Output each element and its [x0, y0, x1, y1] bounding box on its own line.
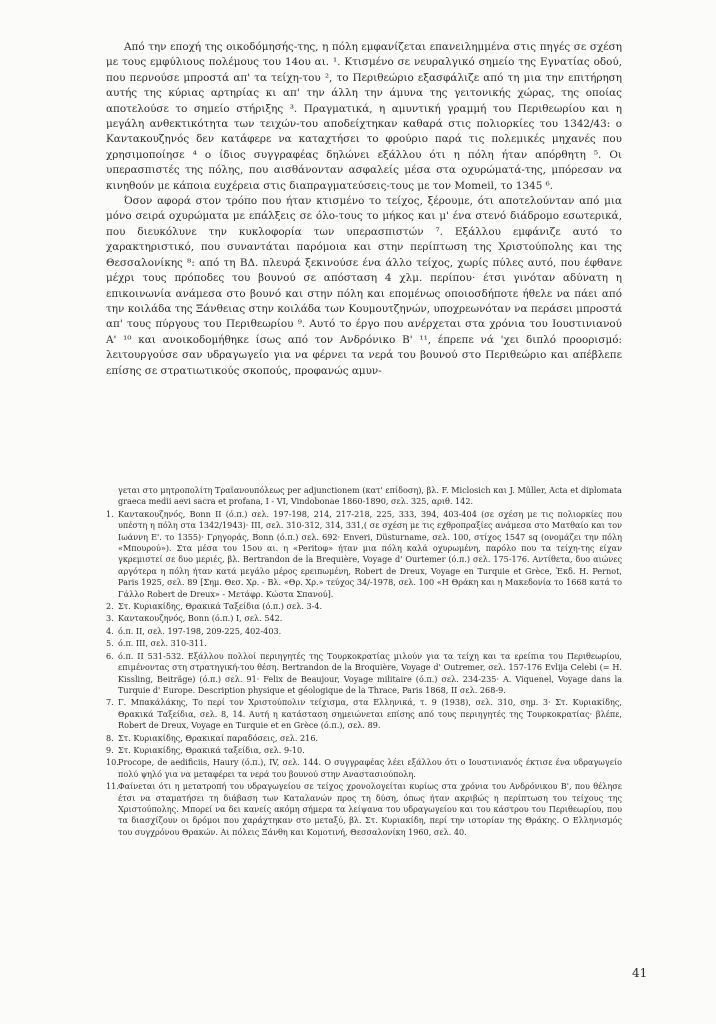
footnote: [106, 638, 622, 649]
footnote: [106, 757, 622, 780]
footnote-text: Στ. Κυριακίδης, Θρακικαί παραδόσεις, σελ. 216.: [118, 732, 319, 743]
paragraph-1: Από την εποχή της οικοδόμησής-της, η πόλη εμφανίζεται επανειλημμένα στις πηγές σε σχέση με τους εμφύλιους πολέμους του 14ου αι. ¹. Κτισμένο σε νευραλγικό σημείο της Εγνατίας οδού, που περνούσε μπροστά απ' τα τείχη-του ², το Περιθεώριο εξασφάλιζε από τη μια την επιτήρηση αυτής της κύριας αρτηρίας κι απ' την άλλη την άμυνα της γειτονικής χώρας, της οποίας αποτελούσε το σημείο στήριξης ³. Πραγματικά, η αμυντική γραμμή του Περιθεωρίου και η μεγάλη ανθεκτικότητα των τειχών-του αποδείχτηκαν καθαρά στις πολιορκίες του 1342/43: ο Καντακουζηνός δεν κατάφερε να καταχτήσει το φρούριο παρά τις πολεμικές μηχανές που χρησιμοποίησε ⁴ ο ίδιος συγγραφέας δηλώνει εξάλλου ότι η πόλη ήταν απόρθητη ⁵. Οι υπερασπιστές της πόλης, που αισθάνονταν ασφαλείς μέσα στα οχυρώματά-της, μπόρεσαν να κινηθούν με κάποια ευχέρεια στις διαπραγματεύσεις-τους με τον Momeil, το 1345 ⁶.: [106, 41, 622, 192]
footnote-text: Στ. Κυριακίδης, Θρακικά ταξείδια, σελ. 9-10.: [118, 744, 305, 755]
main-text: [106, 40, 622, 379]
footnote-text: Στ. Κυριακίδης, Θρακικά Ταξείδια (ό.π.) σελ. 3-4.: [118, 601, 323, 612]
paragraph-2: Όσον αφορά στον τρόπο που ήταν κτισμένο το τείχος, ξέρουμε, ότι αποτελούνταν από μια μόνο σειρά οχυρώματα με επάλξεις σε όλο-τους το μήκος και μ' ένα στενό διάδρομο εσωτερικά, που διευκόλυνε την κυκλοφορία των υπερασπιστών ⁷. Εξάλλου εμφάνιζε αυτό το χαρακτηριστικό, που συναντάται παρόμοια και στην περίπτωση της Χριστούπολης και της Θεσσαλονίκης ⁸: από τη ΒΔ. πλευρά ξεκινούσε ένα άλλο τείχος, χωρίς πύλες αυτό, που έφθανε μέχρι τους πρόποδες του βουνού σε απόσταση 4 χλμ. περίπου· έτσι γινόταν αδύνατη η επικοινωνία ανάμεσα στο βουνό και στην πόλη και επομένως οποιοσδήποτε ήθελε να πάει από την κοιλάδα της Ξάνθειας στην κοιλάδα των Κουμουτζηνών, υποχρεωνόταν να περάσει μπροστά απ' τους πύργους του Περιθεωρίου ⁹. Αυτό το έργο που ανέρχεται στα χρόνια του Ιουστινιανού Α' ¹⁰ και ανοικοδομήθηκε ίσως από τον Ανδρόνικο Β' ¹¹, έπρεπε νά 'χει διπλό προορισμό: λειτουργούσε σαν υδραγωγείο για να φέρνει τα νερά του βουνού στο Περιθεώριο και απέβλεπε επίσης σε στρατιωτικούς σκοπούς, προφανώς αμυν-: [106, 195, 622, 377]
footnote: [106, 781, 622, 838]
footnote: [106, 626, 622, 637]
footnote-number: 7.: [106, 697, 114, 708]
footnote-text: ό.π. III, σελ. 310-311.: [118, 638, 207, 649]
footnote-text: Procope, de aedificiis, Haury (ό.π.), IV, σελ. 144. Ο συγγραφέας λέει εξάλλου ότι ο Ιουστινιανός έκτισε ένα υδραγωγείο πολύ ψηλό για να μεταφέρει τα νερά του βουνού στην Αναστασιούπολη.: [118, 757, 622, 779]
footnote-text: ό.π. II, σελ. 197-198, 209-225, 402-403.: [118, 625, 282, 636]
footnote-number: 11.: [106, 781, 119, 792]
footnote-number: 8.: [106, 732, 114, 743]
footnote-number: 5.: [106, 638, 114, 649]
page-number: 41: [632, 966, 648, 980]
footnote-text: Καντακουζηνός, Bonn II (ό.π.) σελ. 197-198, 214, 217-218, 225, 333, 394, 403-404 (σε σχέση με τις πολιορκίες που υπέστη η πόλη στα 1342/1943)· III, σελ. 310-312, 314, 331,( σε σχέση με τις εχθροπραξίες ανάμεσα στο Ματθαίο και τον Ιωάννη Ε'. το 1355)· Γρηγοράς, Bonn (ό.π.) σελ. 692· Enveri, Düsturname, σελ. 100, στίχος 1547 sq (ονομάζει την πόλη «Μπουρού»). Στα μέσα του 15ου αι. η «Peritoφ» ήταν μια πόλη καλά οχυρωμένη, παρόλο που τα τείχη-της είχαν γκρεμιστεί σε δυο μεριές, βλ. Bertrandon de la Brequière, Voyage d' Ourtemer (ό.π.) σελ. 175-176. Αντίθετα, δυο αιώνες αργότερα η πόλη ήταν κατά μεγάλο μέρος ερειπωμένη, Robert de Dreux, Voyage en Turquie et Grèce, Έκδ. Η. Pernot, Paris 1925, σελ. 89 [Σημ. Θεσ. Χρ. - Βλ. «Θρ. Χρ.» τεύχος 34/-1978, σελ. 100 «Η Θράκη και η Μακεδονία το 1668 κατά το Γάλλο Robert de Dreux» - Μετάφρ. Κώστα Σπανού].: [118, 508, 622, 599]
footnote-number: 2.: [106, 601, 114, 612]
footnote-text: Φαίνεται ότι η μετατροπή του υδραγωγείου σε τείχος χρονολογείται κυρίως στα χρόνια του Ανδρόνικου Β', που θέλησε έτσι να σταματήσει τη διάβαση των Καταλανών προς τη δύση, όπως ήταν ακριβώς η περίπτωση του τείχους της Χριστούπολης. Μπορεί να δει κανείς ακόμη σήμερα τα λείψανα του υδραγωγείου και του κάστρου του Περιθεωρίου, που τα διασχίζουν οι δρόμοι που χαράχτηκαν στο μεταξύ, βλ. Στ. Κυριακίδη, περί την ιστορίαν της Θράκης. Ο Ελληνισμός του συγχρόνου Θρακών. Αι πόλεις Ξάνθη και Κομοτινή, Θεσσαλονίκη 1960, σελ. 40.: [118, 781, 622, 837]
footnote-text: ό.π. II 531-532. Εξάλλου πολλοί περιηγητές της Τουρκοκρατίας μιλούν για τα τείχη και τα ερείπια του Περιθεωρίου, επιμένοντας στη στρατηγική-του θέση. Bertrandon de la Broquière, Voyage d' Outremer, σελ. 157-176 Evlija Celebi (= H. Kissling, Beiträge) (ό.π.) σελ. 91· Felix de Beaujour, Voyage militaire (ό.π.) σελ. 234-235· A. Viquenel, Voyage dans la Turquie d' Europe. Description physique et géologique de la Thrace, Paris 1868, II σελ. 268-9.: [118, 650, 622, 695]
footnotes: [106, 485, 622, 839]
footnote: [106, 601, 622, 612]
footnote: [106, 509, 622, 600]
footnote-number: 10.: [106, 757, 119, 768]
footnote: [106, 613, 622, 624]
footnote-continuation: γεται στο μητροπολίτη Τραϊανουπόλεως per adjunctionem (κατ' επίδοση), βλ. F. Miclosich και J. Müller, Acta et diplomata graeca medii aevi sacra et profana, I - VI, Vindobonae 1860-1890, σελ. 325, αριθ. 142.: [118, 485, 622, 507]
footnote-number: 6.: [106, 650, 114, 661]
footnote-number: 1.: [106, 508, 114, 519]
footnote-number: 3.: [106, 613, 114, 624]
footnote-text: Καντακουζηνός, Bonn (ό.π.) I, σελ. 542.: [118, 613, 283, 624]
footnote-text: Γ. Μπακάλάκης, Το περί τον Χριστούπολιν τείχισμα, στα Ελληνικά, τ. 9 (1938), σελ. 310, σημ. 3· Στ. Κυριακίδης, Θρακικά Ταξείδια, σελ. 8, 14. Αυτή η κατάσταση σημειώνεται επίσης από τους περιηγητές της Τουρκοκρατίας· βλέπε, Robert de Dreux, Voyage en Turquie et en Grèce (ό.π.), σελ. 89.: [118, 697, 622, 731]
footnote: [106, 651, 622, 697]
footnote: [106, 745, 622, 756]
footnote-number: 9.: [106, 744, 114, 755]
footnote-number: 4.: [106, 625, 114, 636]
footnote: [106, 697, 622, 731]
footnote: [106, 733, 622, 744]
